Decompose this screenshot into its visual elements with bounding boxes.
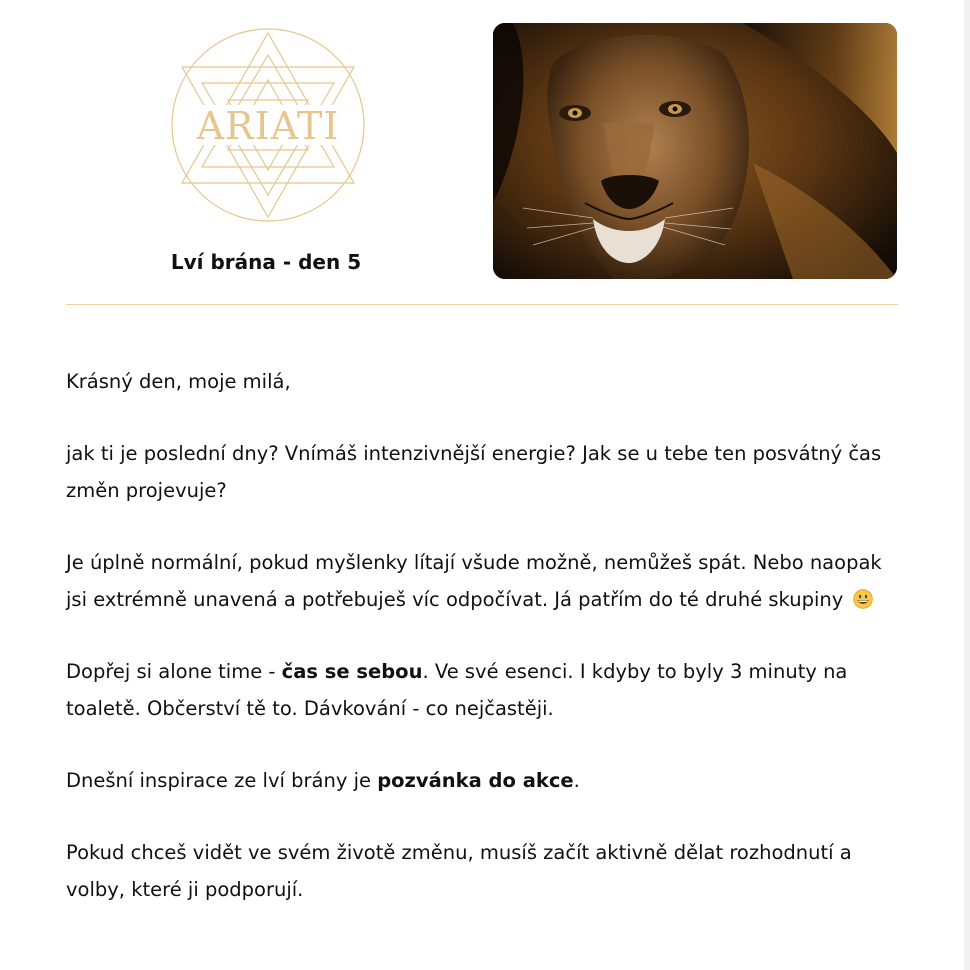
lion-hero-image: [493, 23, 897, 279]
body-paragraph-5: Pokud chceš vidět ve svém životě změnu, musíš začít aktivně dělat rozhodnutí a volby, které ji podporují.: [66, 841, 852, 901]
logo-text: ARIATI: [196, 104, 340, 148]
paragraph-3-lead: Dopřej si alone time -: [66, 660, 282, 683]
email-header: [0, 0, 970, 310]
email-headline: Lví brána - den 5: [170, 250, 362, 274]
paragraph-4-lead: Dnešní inspirace ze lví brány je: [66, 769, 378, 792]
greeting-paragraph: Krásný den, moje milá,: [66, 370, 291, 393]
paragraph-4-tail: .: [573, 769, 580, 792]
email-body: [66, 363, 898, 943]
header-divider: [66, 304, 898, 305]
body-paragraph-1: jak ti je poslední dny? Vnímáš intenzivnější energie? Jak se u tebe ten posvátný čas změn projevuje?: [66, 442, 882, 502]
body-paragraph-2: [66, 544, 898, 618]
lion-image-icon: [493, 23, 897, 279]
ariati-logo: [168, 25, 368, 225]
paragraph-2-text: Je úplně normální, pokud myšlenky lítají všude možně, nemůžeš spát. Nebo naopak jsi extrémně unavená a potřebuješ víc odpočívat. Já patřím do té druhé skupiny: [66, 551, 882, 611]
paragraph-4-emphasis: pozvánka do akce: [377, 769, 574, 792]
page-scrollbar[interactable]: [964, 0, 970, 970]
body-paragraph-4: [66, 762, 898, 799]
paragraph-3-tail: . Ve své esenci. I kdyby to byly 3 minuty na toaletě. Občerství tě to. Dávkování - co nejčastěji.: [66, 660, 848, 720]
grinning-face-icon: [853, 589, 873, 609]
sri-yantra-logo-icon: [168, 25, 368, 225]
paragraph-3-emphasis: čas se sebou: [281, 660, 423, 683]
body-paragraph-3: [66, 653, 898, 727]
